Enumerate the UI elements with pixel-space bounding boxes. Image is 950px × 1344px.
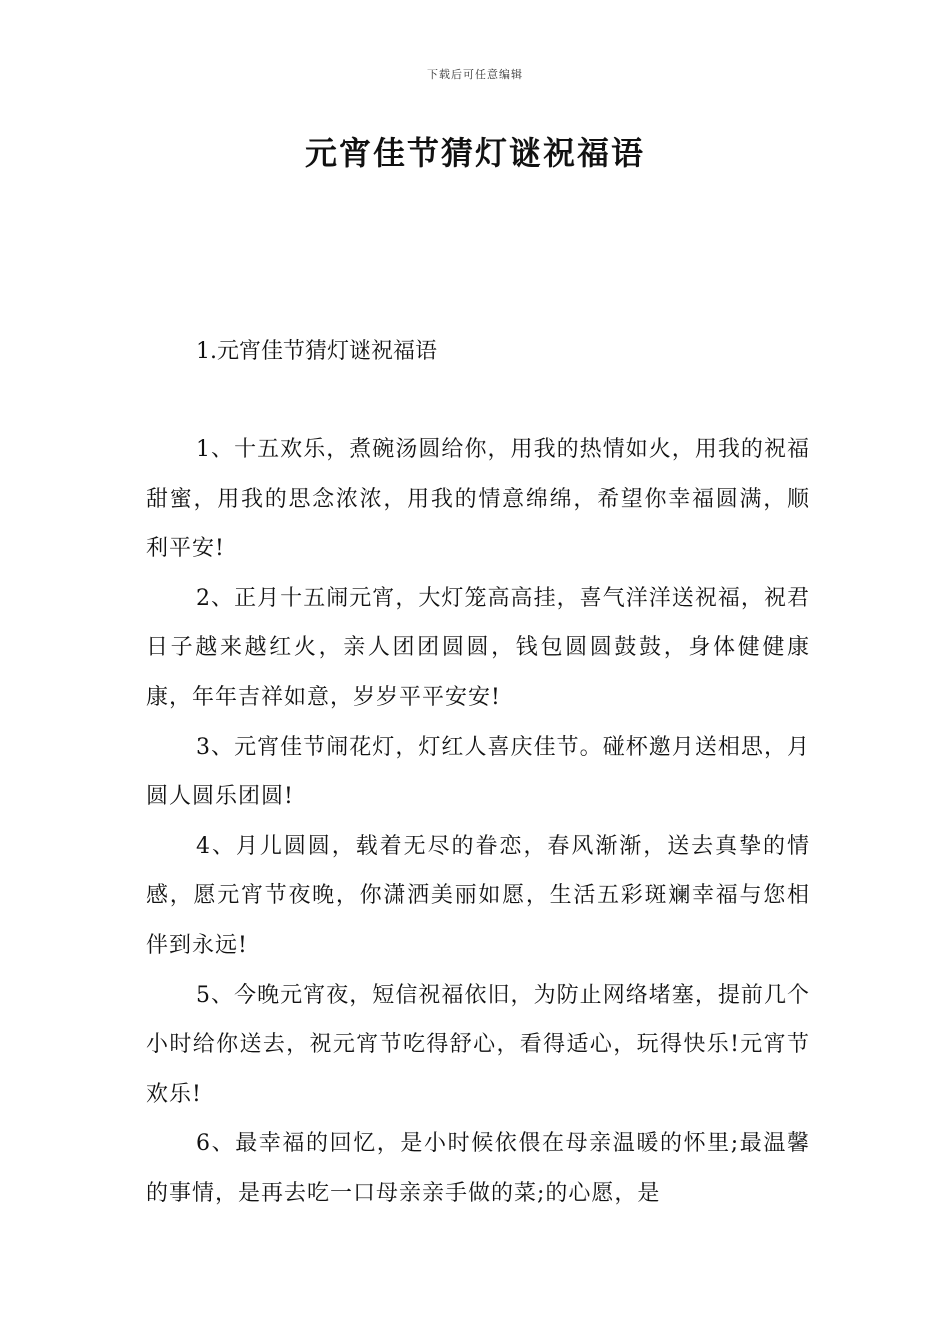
paragraph-4: 4、月儿圆圆，载着无尽的眷恋，春风渐渐，送去真挚的情感，愿元宵节夜晚，你潇洒美丽如愿，生活五彩斑斓幸福与您相伴到永远! <box>146 833 810 958</box>
paragraph-1: 1、十五欢乐，煮碗汤圆给你，用我的热情如火，用我的祝福甜蜜，用我的思念浓浓，用我的情意绵绵，希望你幸福圆满，顺利平安! <box>146 437 810 562</box>
section-heading: 1.元宵佳节猜灯谜祝福语 <box>196 339 437 364</box>
paragraph-3: 3、元宵佳节闹花灯，灯红人喜庆佳节。碰杯邀月送相思，月圆人圆乐团圆! <box>146 734 810 810</box>
paragraph-5: 5、今晚元宵夜，短信祝福依旧，为防止网络堵塞，提前几个小时给你送去，祝元宵节吃得舒心，看得适心，玩得快乐!元宵节欢乐! <box>146 982 810 1107</box>
paragraph-2: 2、正月十五闹元宵，大灯笼高高挂，喜气洋洋送祝福，祝君日子越来越红火，亲人团团圆圆，钱包圆圆鼓鼓，身体健健康康，年年吉祥如意，岁岁平平安安! <box>146 585 810 710</box>
document-title: 元宵佳节猜灯谜祝福语 <box>304 134 645 172</box>
header-note: 下载后可任意编辑 <box>427 68 523 81</box>
paragraph-6: 6、最幸福的回忆，是小时候依偎在母亲温暖的怀里;最温馨的事情，是再去吃一口母亲亲手做的菜;的心愿，是 <box>146 1131 810 1206</box>
document-body <box>146 425 810 1219</box>
